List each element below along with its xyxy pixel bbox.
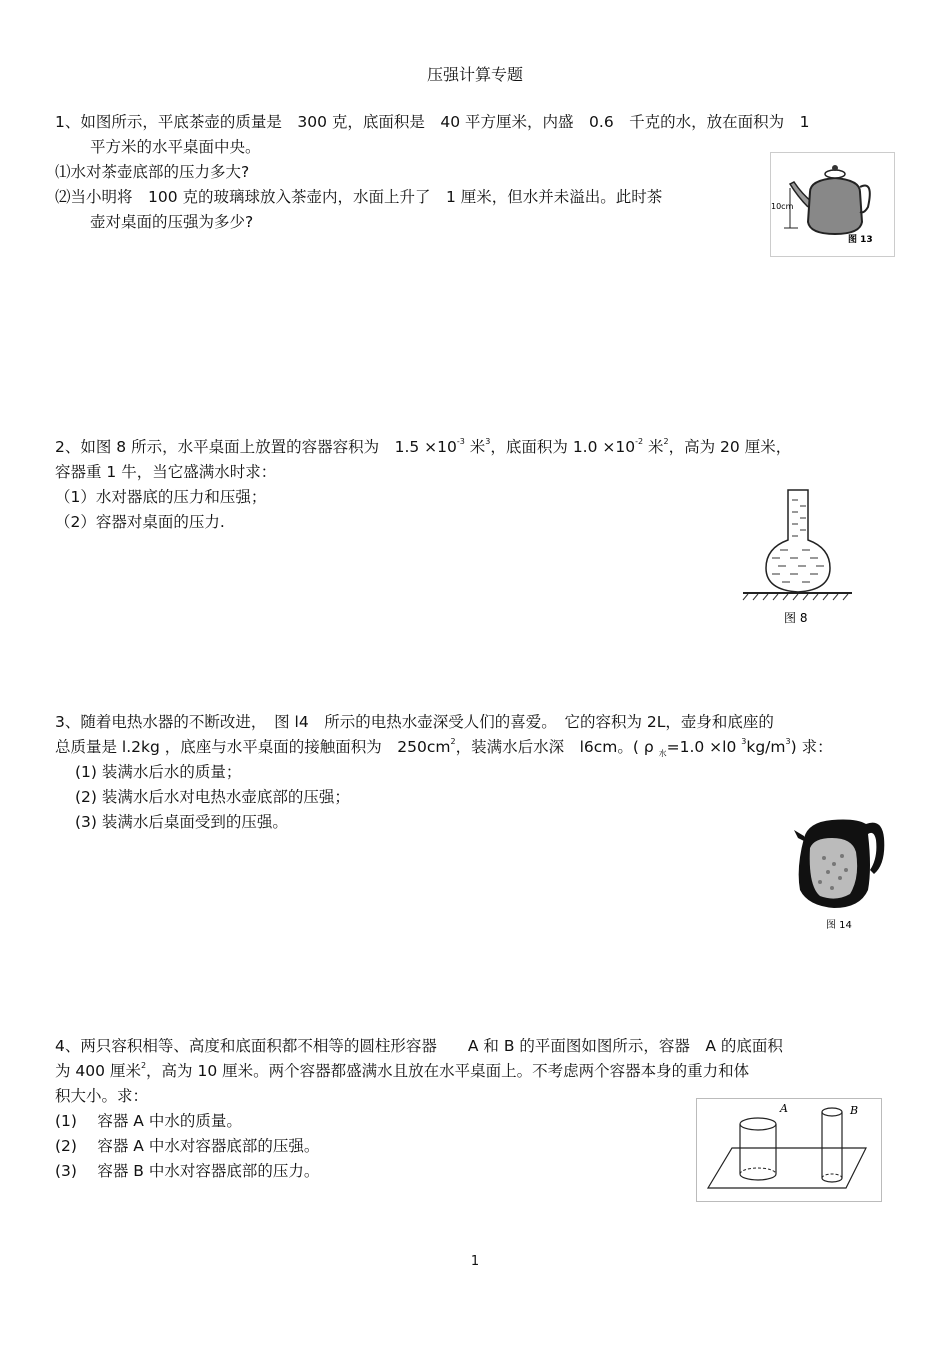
page-title: 压强计算专题	[426, 65, 523, 84]
kettle-window	[810, 838, 857, 899]
kettle-spout	[794, 830, 806, 842]
q2-part-2: （2）容器对桌面的压力.	[55, 513, 225, 531]
cylinder-a-top	[740, 1118, 776, 1130]
kettle-figure	[790, 808, 890, 936]
q1-part-1: ⑴水对茶壶底部的压力多大?	[55, 163, 250, 181]
cylinders-figure	[696, 1098, 882, 1202]
flask-outline	[766, 490, 830, 592]
figure-8-label: 图 8	[784, 611, 808, 625]
q3-line-1: 3、随着电热水器的不断改进， 图 l4 所示的电热水壶深受人们的喜爱。 它的容积为 2L，壶身和底座的	[55, 713, 774, 731]
q4-part-2: (2) 容器 A 中水对容器底部的压强。	[55, 1137, 320, 1155]
q4-line-3: 积大小。求：	[55, 1087, 149, 1105]
teapot-body	[808, 178, 862, 234]
cylinder-b-top	[822, 1108, 842, 1116]
teapot-figure	[770, 152, 895, 257]
q3-part-2: (2) 装满水后水对电热水壶底部的压强；	[75, 788, 350, 806]
page-number: 1	[470, 1254, 480, 1269]
cylinder-a-label: A	[780, 1102, 788, 1115]
q3-line-2: 总质量是 l.2kg ，底座与水平桌面的接触面积为 $250cm^2$，装满水后水深 l6cm。( ρ $_水$=1.0 ×l0 $^3kg/m^3$) 求：	[55, 737, 833, 759]
q2-line-2: 容器重 1 牛，当它盛满水时求：	[55, 463, 277, 481]
q4-part-3: (3) 容器 B 中水对容器底部的压力。	[55, 1162, 320, 1180]
q4-line-1: 4、两只容积相等、高度和底面积都不相等的圆柱形容器 A 和 B 的平面图如图所示，容器 A 的底面积	[55, 1037, 783, 1055]
flask-figure	[740, 488, 855, 628]
q1-part-2: ⑵当小明将 100 克的玻璃球放入茶壶内，水面上升了 1 厘米，但水并未溢出。此时茶	[55, 188, 663, 206]
q3-part-3: (3) 装满水后桌面受到的压强。	[75, 813, 288, 831]
q3-part-1: (1) 装满水后水的质量；	[75, 763, 242, 781]
figure-14-label: 图 14	[826, 920, 852, 931]
teapot-height-label: 10cm	[771, 202, 794, 211]
q2-part-1: （1）水对器底的压力和压强；	[55, 488, 267, 506]
q4-line-2: 为 400 厘米$^2$，高为 10 厘米。两个容器都盛满水且放在水平桌面上。不考虑两个容器本身的重力和体	[55, 1061, 750, 1080]
q1-line-2: 平方米的水平桌面中央。	[90, 138, 261, 156]
q1-part-2-cont: 壶对桌面的压强为多少?	[90, 213, 254, 231]
q2-line-1: 2、如图 8 所示，水平桌面上放置的容器容积为 $1.5 \times 10^{-3}$ 米$^3$，底面积为 $1.0 \times 10^{-2}$ 米$^2$，高为 20 厘米，	[55, 437, 792, 456]
cylinder-b-label: B	[850, 1104, 859, 1117]
q1-line-1: 1、如图所示，平底茶壶的质量是 300 克，底面积是 40 平方厘米，内盛 0.6 千克的水，放在面积为 1	[55, 113, 810, 131]
q4-part-1: (1) 容器 A 中水的质量。	[55, 1112, 242, 1130]
figure-13-label: 图 13	[848, 235, 873, 245]
